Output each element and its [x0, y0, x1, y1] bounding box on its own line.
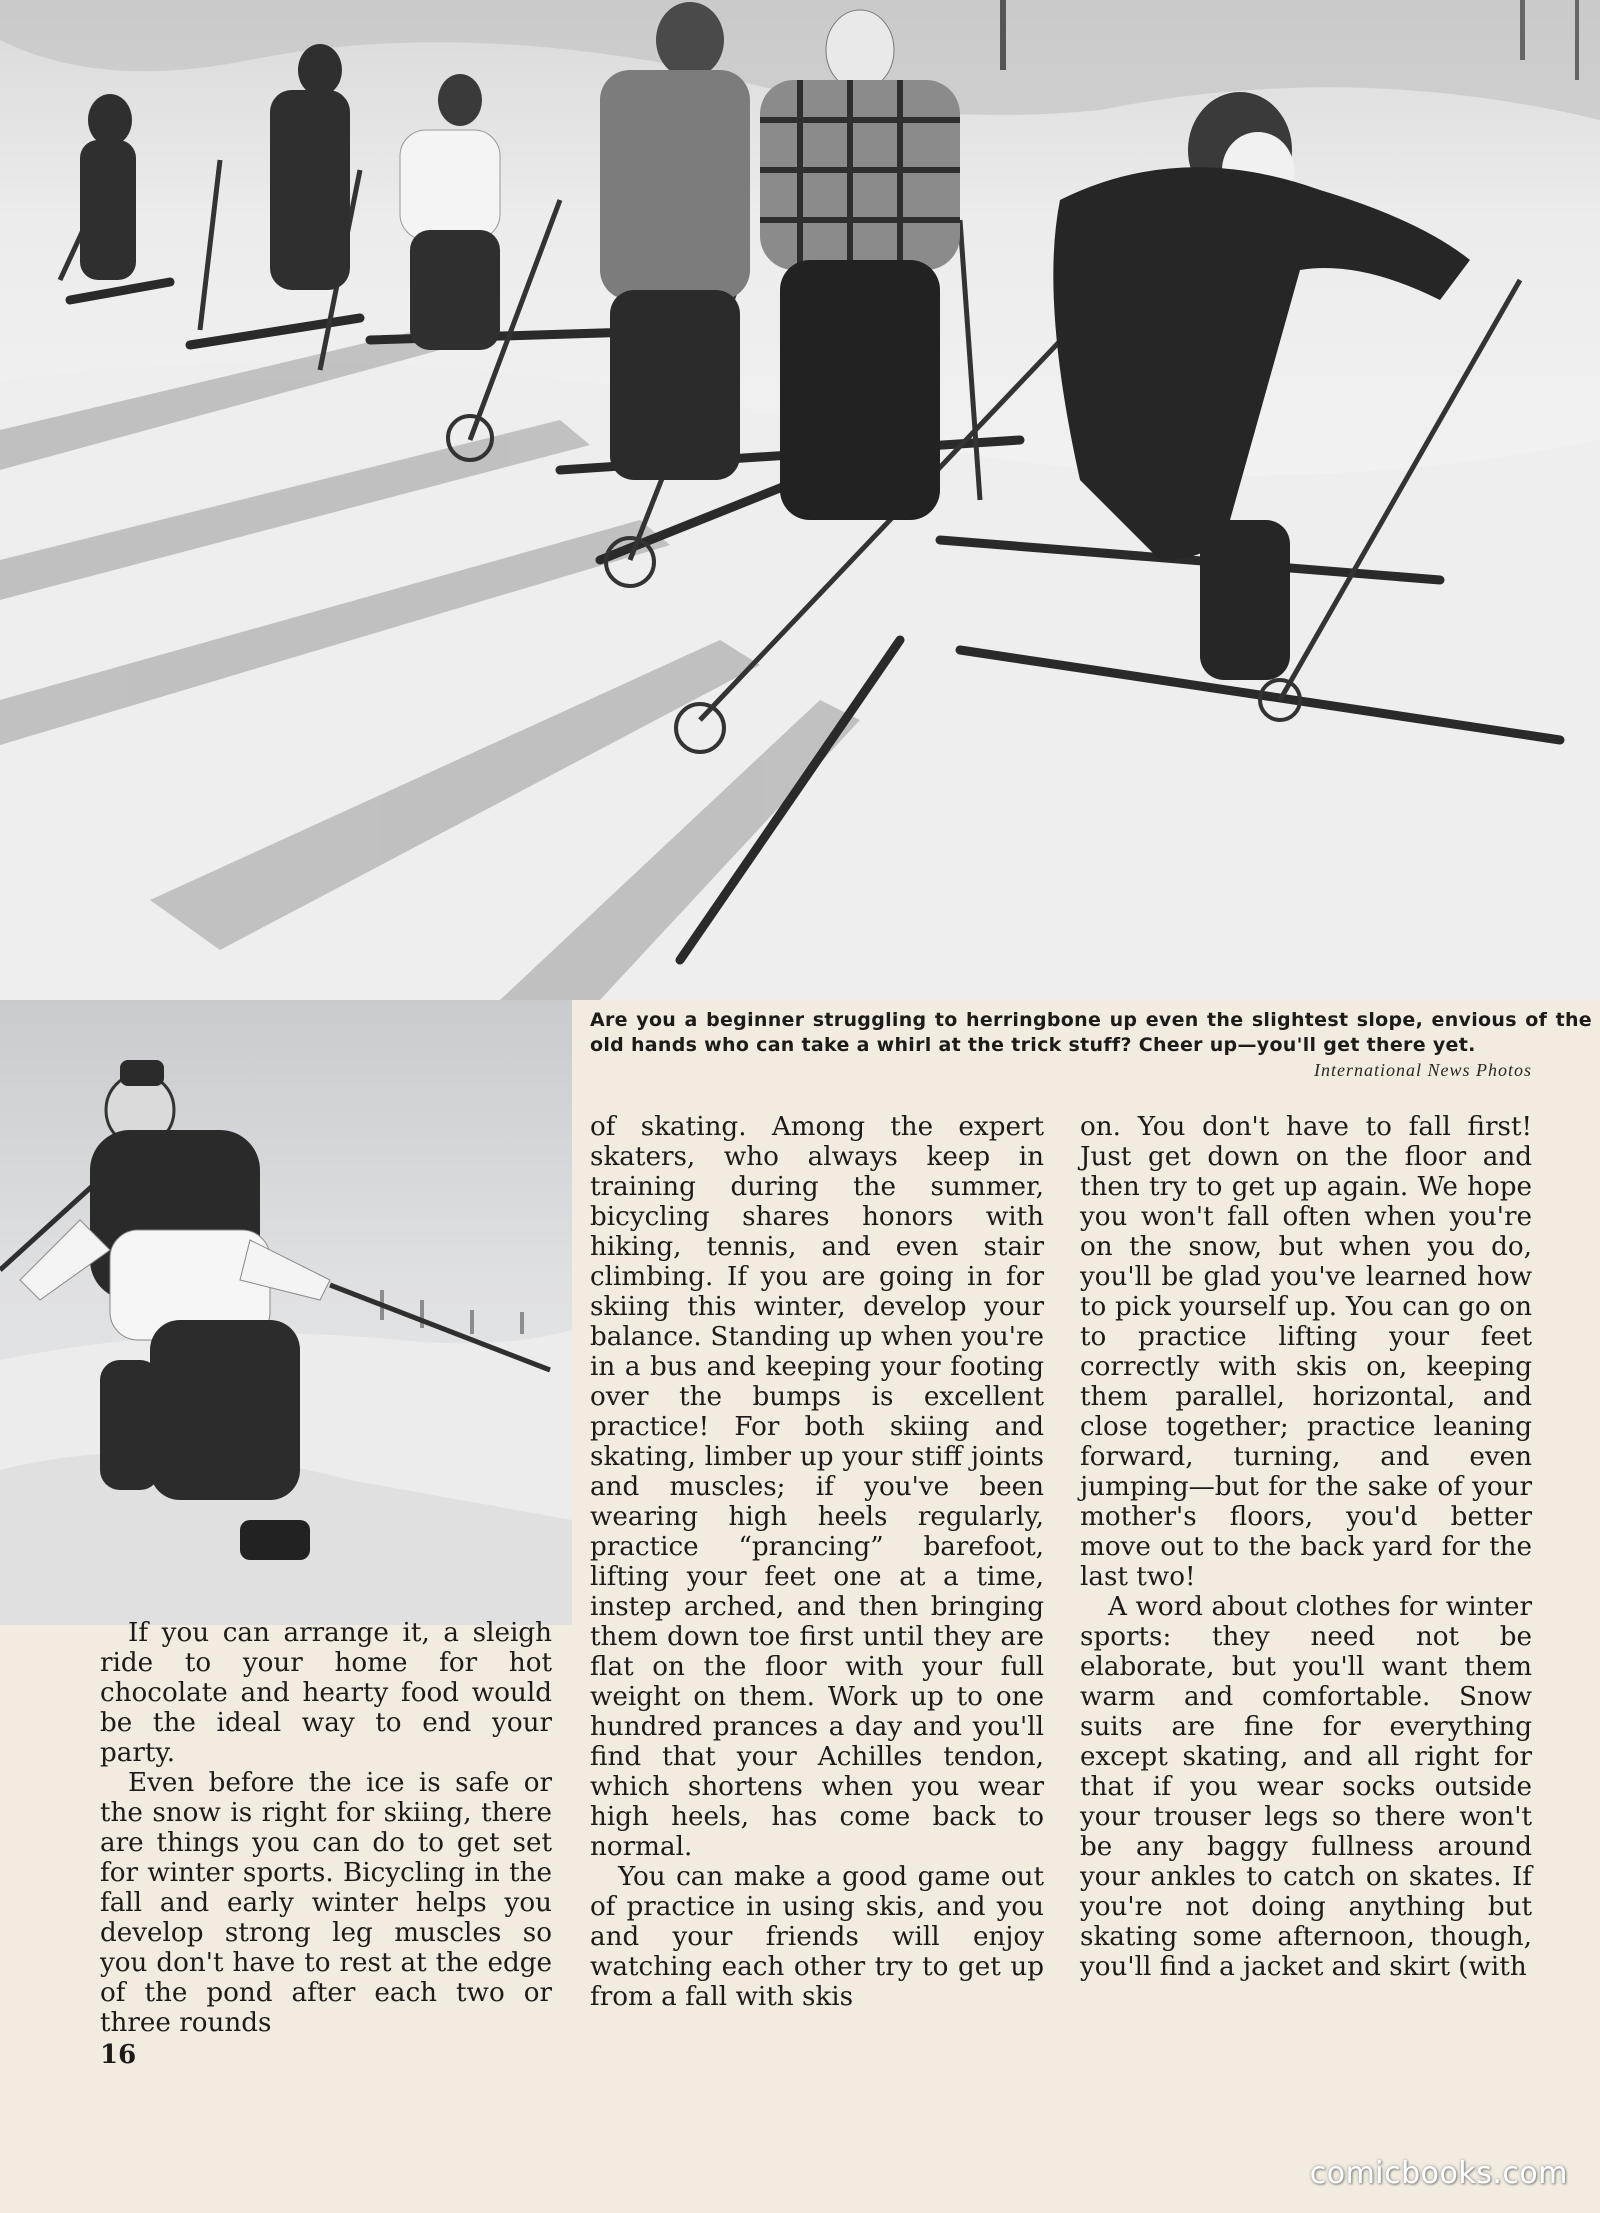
article-column-1 — [100, 1618, 552, 2038]
paragraph: If you can arrange it, a sleigh ride to your home for hot chocolate and hearty food would be the ideal way to end your party. — [100, 1618, 552, 1768]
photo-credit: International News Photos — [1314, 1060, 1532, 1080]
photo-caption: Are you a beginner struggling to herringbone up even the slightest slope, envious of the old hands who can take a whirl at the trick stuff? Cheer up—you'll get there yet. — [590, 1009, 1592, 1056]
watermark-text: comicbooks.com — [1309, 2156, 1568, 2191]
skiers-illustration — [0, 0, 1600, 1000]
page-number: 16 — [100, 2040, 137, 2070]
paragraph: Even before the ice is safe or the snow is right for skiing, there are things you can do to get set for winter sports. Bicycling in the fall and early winter helps you develop strong leg muscles so you don't have to rest at the edge of the pond after each two or three rounds — [100, 1768, 552, 2038]
paragraph: A word about clothes for winter sports: they need not be elaborate, but you'll want them warm and comfortable. Snow suits are fine for everything except skating, and all right for that if you wear socks outside your trouser legs so there won't be any baggy fullness around your ankles to catch on skates. If you're not doing anything but skating some afternoon, though, you'll find a jacket and skirt (with — [1080, 1592, 1532, 1982]
inset-skier-photo — [0, 1000, 572, 1625]
article-column-2 — [590, 1112, 1044, 2012]
paragraph: of skating. Among the expert skaters, who always keep in training during the summer, bicycling shares honors with hiking, tennis, and even stair climbing. If you are going in for skiing this winter, develop your balance. Standing up when you're in a bus and keeping your footing over the bumps is excellent practice! For both skiing and skating, limber up your stiff joints and muscles; if you've been wearing high heels regularly, practice “prancing” barefoot, lifting your feet one at a time, instep arched, and then bringing them down toe first until they are flat on the floor with your full weight on them. Work up to one hundred prances a day and you'll find that your Achilles tendon, which shortens when you wear high heels, has come back to normal. — [590, 1112, 1044, 1862]
skiers-photo — [0, 0, 1600, 1000]
inset-skier-illustration — [0, 1000, 572, 1625]
paragraph: You can make a good game out of practice in using skis, and you and your friends will enjoy watching each other try to get up from a fall with skis — [590, 1862, 1044, 2012]
paragraph: on. You don't have to fall first! Just get down on the floor and then try to get up again. We hope you won't fall often when you're on the snow, but when you do, you'll be glad you've learned how to pick yourself up. You can go on to practice lifting your feet correctly with skis on, keeping them parallel, horizontal, and close together; practice leaning forward, turning, and even jumping—but for the sake of your mother's floors, you'd better move out to the back yard for the last two! — [1080, 1112, 1532, 1592]
article-column-3 — [1080, 1112, 1532, 1982]
